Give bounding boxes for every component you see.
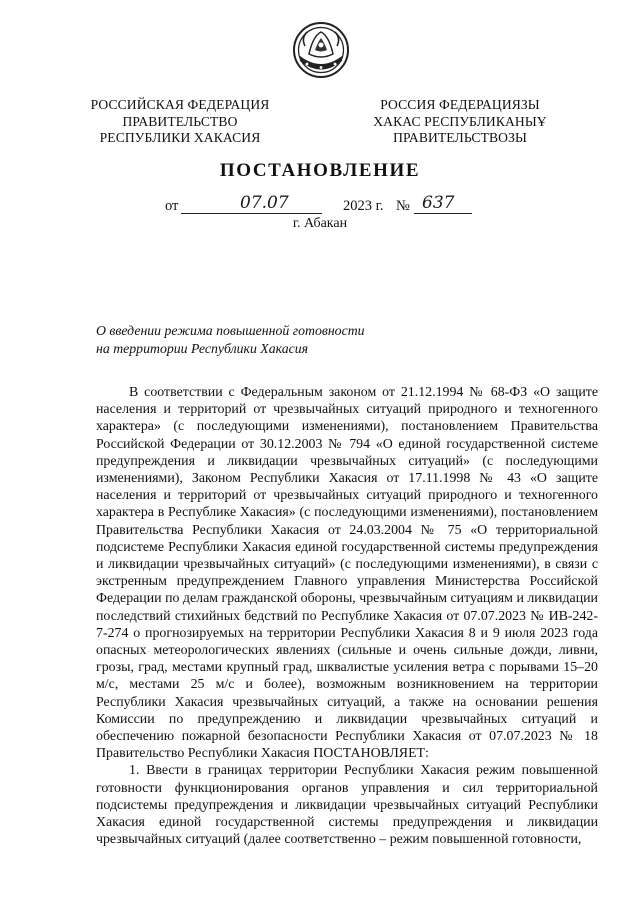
header-right-line: ПРАВИТЕЛЬСТВОЗЫ bbox=[393, 130, 527, 145]
number-label: № bbox=[396, 198, 410, 214]
date-number-line bbox=[0, 193, 640, 218]
header-right-line: РОССИЯ ФЕДЕРАЦИЯЗЫ bbox=[380, 97, 540, 112]
preamble-paragraph: В соответствии с Федеральным законом от 21.12.1994 № 68-ФЗ «О защите населения и территорий от чрезвычайных ситуаций природного и техногенного характера» (с последующими изменениями), постановлением Правительства Российской Федерации от 30.12.2003 № 794 «О единой государственной системе предупреждения и ликвидации чрезвычайных ситуаций» (с последующими изменениями), Законом Республики Хакасия от 17.11.1998 № 43 «О защите населения и территорий от чрезвычайных ситуаций природного и техногенного характера в Республике Хакасия» (с последующими изменениями), постановлением Правительства Республики Хакасия от 24.03.2004 № 75 «О территориальной подсистеме Республики Хакасия единой государственной системы предупреждения и ликвидации чрезвычайных ситуаций» (с последующими изменениями), в связи с экстренным предупреждением Главного управления Министерства Российской Федерации по делам гражданской обороны, чрезвычайным ситуациям и ликвидации последствий стихийных бедствий по Республике Хакасия от 07.07.2023 № ИВ-242-7-274 о прогнозируемых на территории Республики Хакасия 8 и 9 июля 2023 года опасных метеорологических явлениях (сильные и очень сильные дожди, ливни, грозы, град, местами крупный град, шквалистые усиления ветра с порывами 15–20 м/с, местами 25 м/с и более), возможным возникновением на территории Республики Хакасия чрезвычайных ситуаций, а также на основании решения Комиссии по предупреждению и ликвидации чрезвычайных ситуаций и обеспечению пожарной безопасности Республики Хакасия от 07.07.2023 № 18 Правительство Республики Хакасия ПОСТАНОВЛЯЕТ: bbox=[96, 385, 598, 762]
handwritten-number: 637 bbox=[422, 193, 455, 213]
header-left-line: ПРАВИТЕЛЬСТВО bbox=[122, 113, 238, 129]
header-right-block bbox=[360, 97, 560, 147]
from-label: от bbox=[165, 198, 179, 214]
header-left-block bbox=[80, 97, 280, 147]
date-underline bbox=[181, 213, 322, 214]
khakassia-coat-of-arms-icon bbox=[291, 20, 351, 80]
subject-line: О введении режима повышенной готовности bbox=[96, 323, 365, 338]
number-underline bbox=[414, 213, 472, 214]
handwritten-date: 07.07 bbox=[240, 193, 289, 213]
header-left-line: РОССИЙСКАЯ ФЕДЕРАЦИЯ bbox=[90, 97, 270, 112]
header-left-line: РЕСПУБЛИКИ ХАКАСИЯ bbox=[99, 130, 261, 145]
year-label: 2023 г. bbox=[343, 198, 384, 214]
subject-line: на территории Республики Хакасия bbox=[96, 340, 309, 356]
city-label: г. Абакан bbox=[292, 216, 348, 231]
document-title: ПОСТАНОВЛЕНИЕ bbox=[219, 160, 421, 181]
item-1-paragraph: 1. Ввести в границах территории Республики Хакасия режим повышенной готовности функционирования органов управления и сил территориальной подсистемы предупреждения и ликвидации чрезвычайных ситуаций Республики Хакасия единой государственной системы предупреждения и ликвидации чрезвычайных ситуаций (далее соответственно – режим повышенной готовности, bbox=[96, 763, 598, 848]
document-subject bbox=[96, 322, 365, 357]
document-body bbox=[96, 384, 598, 848]
header-right-line: ХАКАС РЕСПУБЛИКАНЫҰ bbox=[373, 113, 547, 129]
